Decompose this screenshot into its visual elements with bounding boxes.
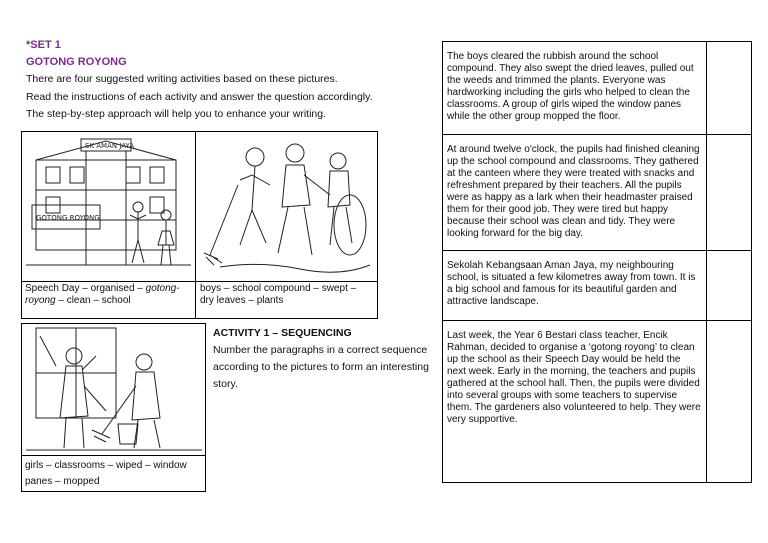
- paragraph-cell: At around twelve o'clock, the pupils had finished cleaning up the school compound and classrooms. They gathered at the canteen where they were treated with snacks and refreshment prepared by their teachers. All the pupils were as happy as a lark when their headmaster praised them for their good job. They were tired but happy because their school was clean and tidy. They were looking forward for the big day.: [443, 135, 707, 251]
- boys-sweeping-illustration: [200, 135, 374, 279]
- answer-cell[interactable]: [707, 135, 752, 251]
- intro-line-1: There are four suggested writing activities based on these pictures.: [26, 73, 338, 85]
- picture-divider-horizontal: [21, 281, 378, 282]
- answer-cell[interactable]: [707, 251, 752, 321]
- banner-text: GOTONG ROYONG: [36, 214, 100, 222]
- activity-instructions: Number the paragraphs in a correct sequence according to the pictures to form an interesting story.: [213, 344, 429, 390]
- table-row: [443, 135, 752, 251]
- picture-3-divider: [21, 455, 206, 456]
- set-label: *SET 1: [26, 39, 61, 51]
- paragraph-cell: The boys cleared the rubbish around the school compound. They also swept the dried leaves, pulled out the weeds and trimmed the plants. Everyone was hardworking including the girls who helped to clean the classrooms. A group of girls wiped the window panes while the other group mopped the floor.: [443, 42, 707, 135]
- table-row: [443, 251, 752, 321]
- girls-cleaning-illustration: [26, 326, 202, 453]
- topic-title: GOTONG ROYONG: [26, 56, 127, 68]
- intro-line-3: The step-by-step approach will help you to enhance your writing.: [26, 108, 326, 120]
- activity-title: ACTIVITY 1 – SEQUENCING: [213, 327, 352, 339]
- paragraph-cell: Last week, the Year 6 Bestari class teacher, Encik Rahman, decided to organise a ‘gotong royong’ to clean up the school as their Speech Day would be held the next week. Early in the morning, the teachers and pupils gathered at the school hall. Then, the pupils were divided into several groups with some teachers to supervise them. The gardeners also volunteered to help. They were very supportive.: [443, 321, 707, 483]
- picture-1-caption: Speech Day – organised – gotong-royong – clean – school: [25, 283, 180, 306]
- school-sign-text: SK AMAN JAYA: [85, 142, 135, 150]
- paragraph-cell: Sekolah Kebangsaan Aman Jaya, my neighbouring school, is situated a few kilometres away from town. It is a big school and famous for its beautiful garden and attractive landscape.: [443, 251, 707, 321]
- picture-divider-vertical: [195, 131, 196, 319]
- answer-cell[interactable]: [707, 42, 752, 135]
- picture-3-caption: girls – classrooms – wiped – window panes – mopped: [25, 460, 187, 487]
- answer-cell[interactable]: [707, 321, 752, 483]
- intro-line-2: Read the instructions of each activity and answer the question accordingly.: [26, 91, 373, 103]
- picture-2-caption: boys – school compound – swept – dry leaves – plants: [200, 283, 357, 306]
- table-row: [443, 321, 752, 483]
- paragraph-table: [442, 41, 752, 483]
- school-gate-illustration: [26, 135, 191, 279]
- table-row: [443, 42, 752, 135]
